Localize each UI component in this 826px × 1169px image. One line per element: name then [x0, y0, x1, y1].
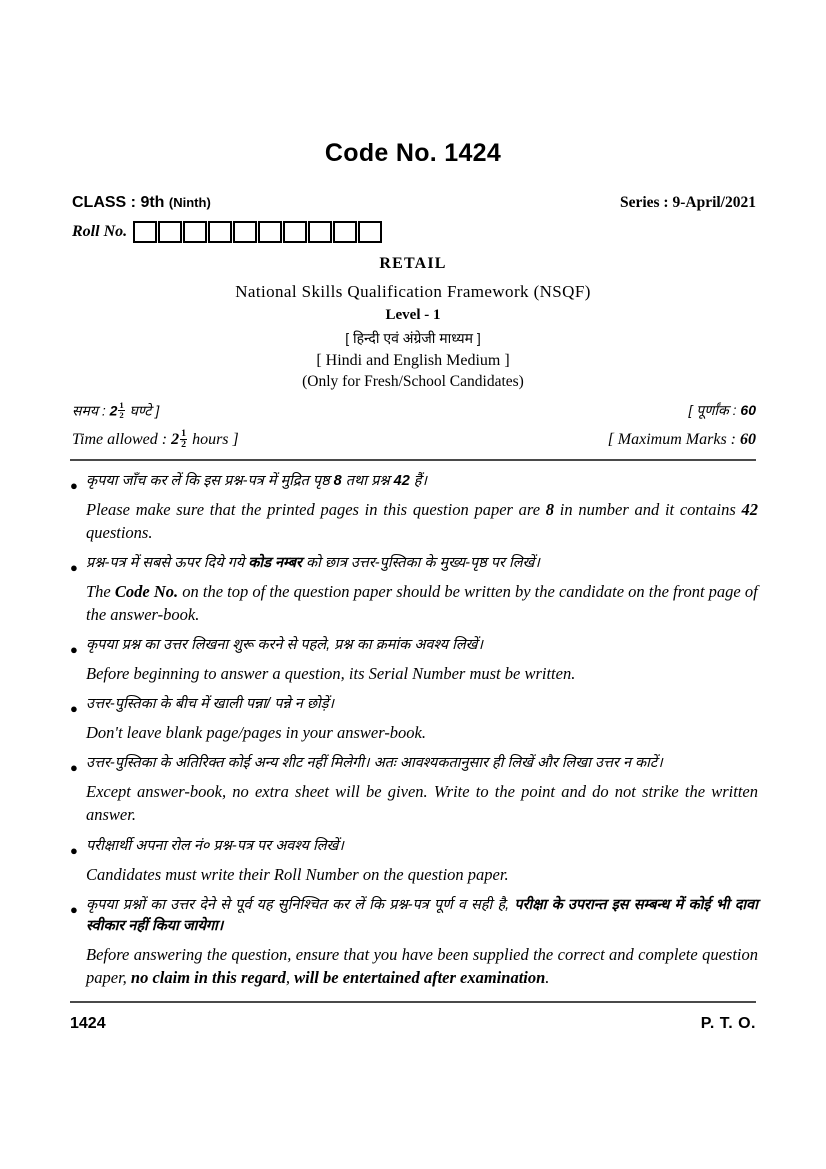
roll-number-box[interactable] — [233, 221, 257, 243]
instruction-body — [86, 753, 758, 826]
instruction-english-english-d: . — [545, 967, 550, 987]
instruction-hindi-hindi-c: तथा प्रश्न — [341, 472, 394, 489]
instruction-item — [70, 753, 758, 826]
time-allowed-english — [72, 429, 239, 451]
roll-number-boxes[interactable] — [133, 221, 383, 243]
instruction-hindi-hindi-d: हैं। — [409, 472, 427, 489]
instruction-body — [86, 836, 758, 886]
marks-english-value: 60 — [740, 431, 756, 449]
instruction-item — [70, 635, 758, 685]
footer-row — [0, 1015, 826, 1033]
class-label — [72, 194, 211, 212]
instruction-hindi-hindi-a: कृपया प्रश्नों का उत्तर देने से पूर्व यह सुनिश्चित कर लें कि प्रश्न-पत्र पूर्ण व सही है, — [86, 896, 515, 913]
instruction-english — [86, 662, 758, 685]
instruction-english-english-a: Please make sure that the printed pages in this question paper are — [86, 499, 546, 519]
fraction-denominator: 2 — [119, 409, 124, 420]
instruction-english-english-c: in number and it contains — [554, 499, 742, 519]
maximum-marks-hindi — [689, 401, 756, 420]
instruction-english-english-b1: no claim in this regard — [130, 967, 286, 987]
instruction-english — [86, 721, 758, 744]
framework-line: National Skills Qualification Framework (NSQF) — [235, 282, 591, 302]
roll-number-box[interactable] — [208, 221, 232, 243]
roll-number-box[interactable] — [133, 221, 157, 243]
instruction-hindi — [86, 694, 758, 715]
time-english-suffix: hours ] — [188, 431, 239, 449]
subject-name: RETAIL — [379, 254, 447, 272]
time-hindi-value: 2 — [109, 401, 118, 418]
time-hindi-fraction — [118, 401, 124, 420]
instruction-hindi-hindi-a: उत्तर-पुस्तिका के बीच में खाली पन्ना/ पन्ने न छोड़ें। — [86, 696, 334, 713]
medium-english-line: [ Hindi and English Medium ] — [316, 351, 510, 369]
instruction-body — [86, 553, 758, 626]
instruction-english — [86, 863, 758, 886]
divider-bottom — [70, 1001, 756, 1003]
divider-top — [70, 459, 756, 461]
candidates-note: (Only for Fresh/School Candidates) — [302, 373, 524, 391]
roll-number-box[interactable] — [283, 221, 307, 243]
instruction-hindi-hindi-a: प्रश्न-पत्र में सबसे ऊपर दिये गये — [86, 554, 249, 571]
instruction-hindi — [86, 471, 758, 492]
time-hindi-prefix: समय : — [72, 401, 110, 418]
roll-number-box[interactable] — [308, 221, 332, 243]
time-english-prefix: Time allowed : — [72, 431, 172, 449]
instructions-list — [70, 471, 758, 989]
instruction-english — [86, 943, 758, 989]
marks-hindi-value: 60 — [740, 401, 756, 418]
bullet-icon: ● — [70, 642, 78, 658]
series-label: Series : 9-April/2021 — [619, 193, 756, 211]
fraction-numerator: 1 — [119, 399, 124, 410]
instruction-item — [70, 895, 758, 989]
time-marks-hindi-row — [0, 401, 826, 420]
bullet-icon: ● — [70, 559, 78, 575]
page-title: Code No. 1424 — [324, 139, 502, 167]
instruction-english — [86, 580, 758, 626]
footer-pto: P. T. O. — [700, 1014, 756, 1032]
class-ordinal-text: (Ninth) — [168, 194, 211, 210]
instruction-english-english-c: , — [285, 967, 295, 987]
instruction-english-english-c: on the top of the question paper should be written by the candidate on the front page of the answer-book. — [86, 581, 758, 624]
bullet-icon: ● — [70, 760, 78, 776]
instruction-hindi-hindi-b1: 8 — [333, 472, 342, 489]
footer-code: 1424 — [70, 1014, 106, 1032]
subject-block — [0, 253, 826, 393]
level-line: Level - 1 — [385, 307, 441, 324]
instruction-hindi-hindi-b1: कोड नम्बर — [248, 554, 302, 571]
instruction-english-english-b2: will be entertained after examination — [294, 967, 546, 987]
instruction-item — [70, 694, 758, 744]
instruction-english-english-d: questions. — [86, 522, 153, 542]
time-english-value: 2 — [171, 431, 180, 449]
class-series-row — [0, 194, 826, 212]
instruction-english — [86, 498, 758, 544]
instruction-hindi — [86, 753, 758, 774]
time-hindi-suffix: घण्टे ] — [125, 401, 160, 418]
medium-hindi-line: [ हिन्दी एवं अंग्रेजी माध्यम ] — [345, 329, 481, 346]
fraction-denominator: 2 — [181, 439, 187, 451]
bullet-icon: ● — [70, 842, 78, 858]
marks-english-prefix: [ Maximum Marks : — [607, 431, 740, 449]
time-english-fraction — [180, 429, 187, 451]
instruction-hindi-hindi-b1: परीक्षा के उपरान्त इस सम्बन्ध में कोई भी दावा स्वीकार नहीं किया जायेगा। — [86, 896, 758, 934]
instruction-english-english-a: Except answer-book, no extra sheet will be given. Write to the point and do not strike the written answer. — [86, 782, 758, 825]
instruction-english — [86, 780, 758, 826]
fraction-numerator: 1 — [181, 427, 187, 439]
instruction-english-english-a: Don't leave blank page/pages in your answer-book. — [86, 723, 427, 743]
instruction-english-english-b1: 8 — [545, 499, 555, 519]
instruction-item — [70, 836, 758, 886]
instruction-hindi — [86, 895, 758, 937]
instruction-body — [86, 635, 758, 685]
instruction-hindi — [86, 635, 758, 656]
time-allowed-hindi — [72, 401, 159, 420]
instruction-item — [70, 471, 758, 544]
instruction-hindi-hindi-a: उत्तर-पुस्तिका के अतिरिक्त कोई अन्य शीट नहीं मिलेगी। अतः आवश्यकतानुसार ही लिखें और लिखा उत्तर न काटें। — [86, 755, 663, 772]
roll-number-box[interactable] — [183, 221, 207, 243]
instruction-english-english-a: Candidates must write their Roll Number on the question paper. — [86, 864, 509, 884]
instruction-english-english-a: Before beginning to answer a question, its Serial Number must be written. — [86, 664, 576, 684]
roll-number-box[interactable] — [358, 221, 382, 243]
maximum-marks-english — [608, 431, 756, 449]
instruction-hindi-hindi-c: को छात्र उत्तर-पुस्तिका के मुख्य-पृष्ठ पर लिखें। — [301, 554, 540, 571]
bullet-icon: ● — [70, 901, 78, 917]
instruction-hindi — [86, 836, 758, 857]
bullet-icon: ● — [70, 477, 78, 493]
roll-number-box[interactable] — [158, 221, 182, 243]
instruction-hindi-hindi-a: कृपया जाँच कर लें कि इस प्रश्न-पत्र में मुद्रित पृष्ठ — [86, 472, 334, 489]
instruction-hindi — [86, 553, 758, 574]
class-label-text: CLASS : 9th — [72, 193, 165, 211]
instruction-hindi-hindi-a: परीक्षार्थी अपना रोल नं० प्रश्न-पत्र पर अवश्य लिखें। — [86, 837, 344, 854]
instruction-english-english-a: Before answering the question, ensure that you have been supplied the correct and complete question paper, — [86, 944, 758, 987]
roll-number-row — [0, 221, 826, 243]
time-marks-english-row — [0, 429, 826, 451]
instruction-body — [86, 471, 758, 544]
roll-number-box[interactable] — [258, 221, 282, 243]
roll-number-box[interactable] — [333, 221, 357, 243]
instruction-english-english-b2: 42 — [741, 499, 758, 519]
roll-number-label: Roll No. — [72, 222, 128, 240]
instruction-english-english-a: The — [86, 581, 115, 601]
instruction-hindi-hindi-b2: 42 — [393, 472, 410, 489]
marks-hindi-prefix: [ पूर्णांक : — [688, 401, 741, 418]
instruction-body — [86, 895, 758, 989]
instruction-body — [86, 694, 758, 744]
instruction-english-english-b1: Code No. — [114, 581, 179, 601]
instruction-hindi-hindi-a: कृपया प्रश्न का उत्तर लिखना शुरू करने से पहले, प्रश्न का क्रमांक अवश्य लिखें। — [86, 637, 484, 654]
bullet-icon: ● — [70, 701, 78, 717]
instruction-item — [70, 553, 758, 626]
